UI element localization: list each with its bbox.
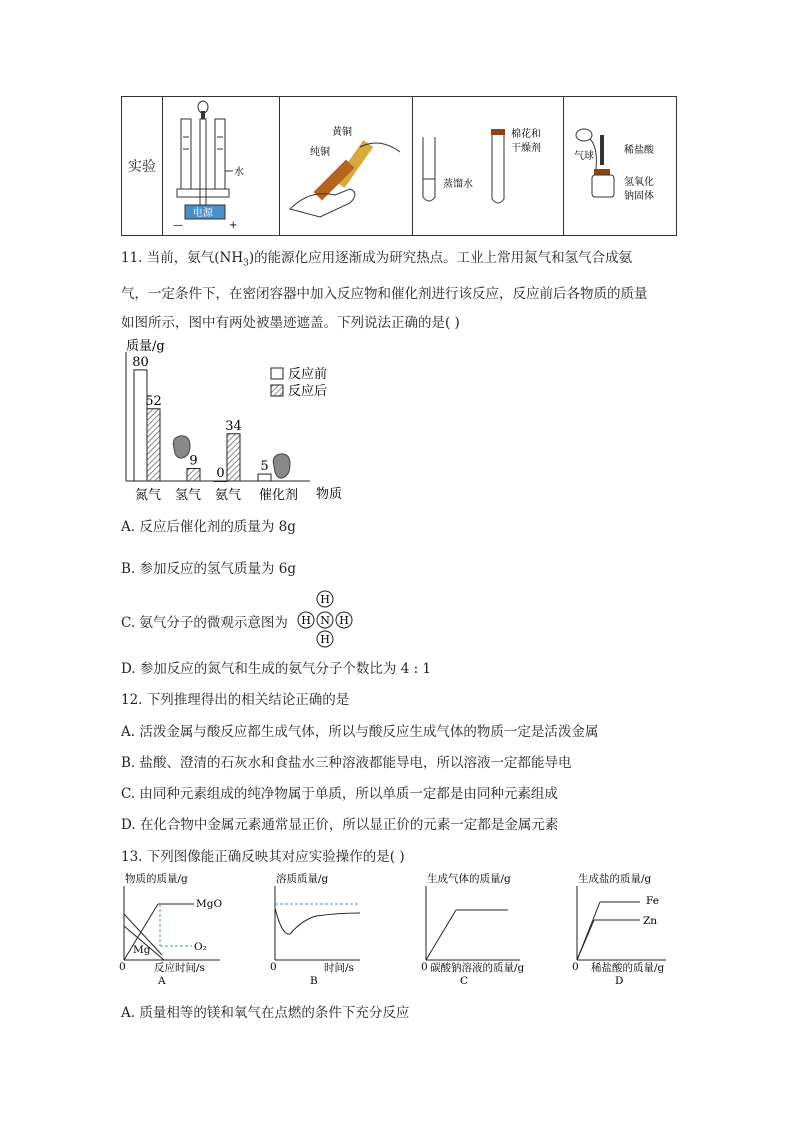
svg-text:H: H — [339, 614, 349, 627]
svg-text:生成盐的质量/g: 生成盐的质量/g — [578, 873, 652, 885]
naoh-label-2: 钠固体 — [624, 191, 654, 202]
bar — [214, 481, 227, 482]
legend-after-swatch — [271, 385, 283, 396]
bar — [227, 434, 240, 481]
naoh-label-1: 氢氧化 — [624, 177, 654, 188]
electrolysis-apparatus-image — [163, 97, 279, 231]
experiment-table — [121, 96, 677, 236]
bar — [134, 370, 147, 481]
bar — [258, 474, 271, 481]
bar — [147, 409, 160, 481]
bar — [187, 469, 200, 482]
bar-value-label: 5 — [260, 459, 269, 475]
ink-blot-1 — [173, 436, 190, 458]
bar-value-label: 9 — [189, 453, 198, 469]
svg-text:0: 0 — [270, 961, 277, 973]
chart-bars — [132, 355, 271, 482]
svg-text:B: B — [310, 975, 318, 987]
q13-title: 13. 下列图像能正确反映其对应实验操作的是( ) — [121, 849, 405, 865]
q12-option-d: D. 在化合物中金属元素通常显正价，所以显正价的元素一定都是金属元素 — [121, 817, 559, 833]
distilled-water-label: 蒸馏水 — [443, 179, 473, 190]
ammonia-molecule-diagram — [294, 590, 358, 648]
copper-label: 纯铜 — [310, 147, 330, 158]
svg-text:溶质质量/g: 溶质质量/g — [276, 873, 329, 885]
ink-blot-2 — [273, 454, 290, 478]
category-label: 氢气 — [175, 488, 202, 503]
acid-label: 稀盐酸 — [624, 145, 654, 156]
balloon-label: 气球 — [574, 151, 594, 162]
table-header: 实验 — [128, 159, 156, 175]
q11-option-c: C. 氨气分子的微观示意图为 — [121, 615, 288, 631]
svg-text:0: 0 — [572, 961, 579, 973]
graph-d — [572, 872, 666, 987]
category-label: 氨气 — [215, 488, 242, 503]
chart-categories — [135, 487, 298, 503]
graph-b — [270, 872, 360, 987]
q11-line1: 11. 当前，氨气$(NH_3)$的能源化应用逐渐成为研究热点。工业上常用氮气和氢气合成氨 — [121, 250, 633, 269]
bar-value-label: 0 — [216, 466, 225, 481]
q11-line3: 如图所示，图中有两处被墨迹遮盖。下列说法正确的是( ) — [121, 315, 460, 331]
brass-label: 黄铜 — [332, 127, 352, 138]
bar-value-label: 52 — [145, 393, 162, 409]
q12-option-c: C. 由同种元素组成的纯净物属于单质，所以单质一定都是由同种元素组成 — [121, 786, 558, 802]
bar-value-label: 80 — [132, 354, 149, 370]
svg-text:D: D — [615, 975, 624, 987]
brass-cell — [280, 97, 413, 236]
water-label: 水 — [234, 167, 244, 178]
graph-a — [119, 872, 222, 987]
cotton-label-1: 棉花和 — [511, 129, 541, 140]
svg-text:C: C — [460, 975, 469, 987]
chart-y-label: 质量/g — [126, 339, 165, 354]
svg-text:时间/s: 时间/s — [324, 962, 354, 974]
svg-text:Zn: Zn — [643, 915, 658, 927]
svg-text:Fe: Fe — [646, 895, 659, 907]
q11-line2: 气，一定条件下，在密闭容器中加入反应物和催化剂进行该反应，反应前后各物质的质量 — [121, 286, 648, 302]
q12-title: 12. 下列推理得出的相关结论正确的是 — [121, 692, 350, 708]
svg-text:0: 0 — [421, 961, 428, 973]
q13-graphs — [116, 870, 676, 990]
legend-after-label: 反应后 — [288, 384, 328, 399]
electrolysis-cell — [163, 97, 280, 236]
svg-text:0: 0 — [119, 961, 126, 973]
category-label: 氮气 — [135, 488, 162, 503]
svg-text:O₂: O₂ — [194, 941, 207, 953]
graph-c — [421, 872, 525, 987]
svg-text:H: H — [320, 633, 330, 646]
svg-text:MgO: MgO — [196, 898, 223, 910]
q12-option-a: A. 活泼金属与酸反应都生成气体，所以与酸反应生成气体的物质一定是活泼金属 — [121, 724, 599, 740]
q11-option-d: D. 参加反应的氮气和生成的氨气分子个数比为 4 : 1 — [121, 661, 432, 677]
svg-text:物质的质量/g: 物质的质量/g — [125, 873, 188, 885]
table-header-cell — [122, 97, 163, 236]
test-tubes-image — [413, 97, 563, 231]
q11-option-b: B. 参加反应的氢气质量为 6g — [121, 561, 297, 577]
cotton-label-2: 干燥剂 — [511, 143, 541, 154]
svg-text:反应时间/s: 反应时间/s — [154, 962, 205, 974]
bar-value-label: 34 — [225, 418, 242, 434]
minus-label: — — [173, 220, 183, 231]
svg-text:A: A — [158, 975, 166, 987]
svg-text:H: H — [320, 593, 330, 606]
svg-text:碳酸钠溶液的质量/g: 碳酸钠溶液的质量/g — [430, 962, 525, 974]
legend-before-swatch — [271, 368, 283, 379]
q13-option-a: A. 质量相等的镁和氧气在点燃的条件下充分反应 — [121, 1005, 410, 1021]
q11-bar-chart — [118, 336, 358, 506]
chart-x-label: 物质 — [316, 487, 343, 502]
svg-text:N: N — [320, 614, 330, 627]
brass-scratch-image — [280, 97, 412, 231]
svg-text:Mg: Mg — [133, 944, 151, 956]
balloon-flask-image — [564, 97, 676, 231]
plus-label: + — [229, 220, 238, 231]
legend-before-label: 反应前 — [288, 367, 328, 382]
q12-option-b: B. 盐酸、澄清的石灰水和食盐水三种溶液都能导电，所以溶液一定都能导电 — [121, 755, 572, 771]
svg-text:生成气体的质量/g: 生成气体的质量/g — [427, 873, 511, 885]
power-label: 电源 — [193, 208, 213, 219]
category-label: 催化剂 — [259, 488, 299, 503]
q11-option-a: A. 反应后催化剂的质量为 8g — [121, 519, 296, 535]
balloon-cell — [564, 97, 677, 236]
svg-text:H: H — [301, 614, 311, 627]
tube-cell — [413, 97, 564, 236]
svg-text:稀盐酸的质量/g: 稀盐酸的质量/g — [591, 962, 665, 974]
